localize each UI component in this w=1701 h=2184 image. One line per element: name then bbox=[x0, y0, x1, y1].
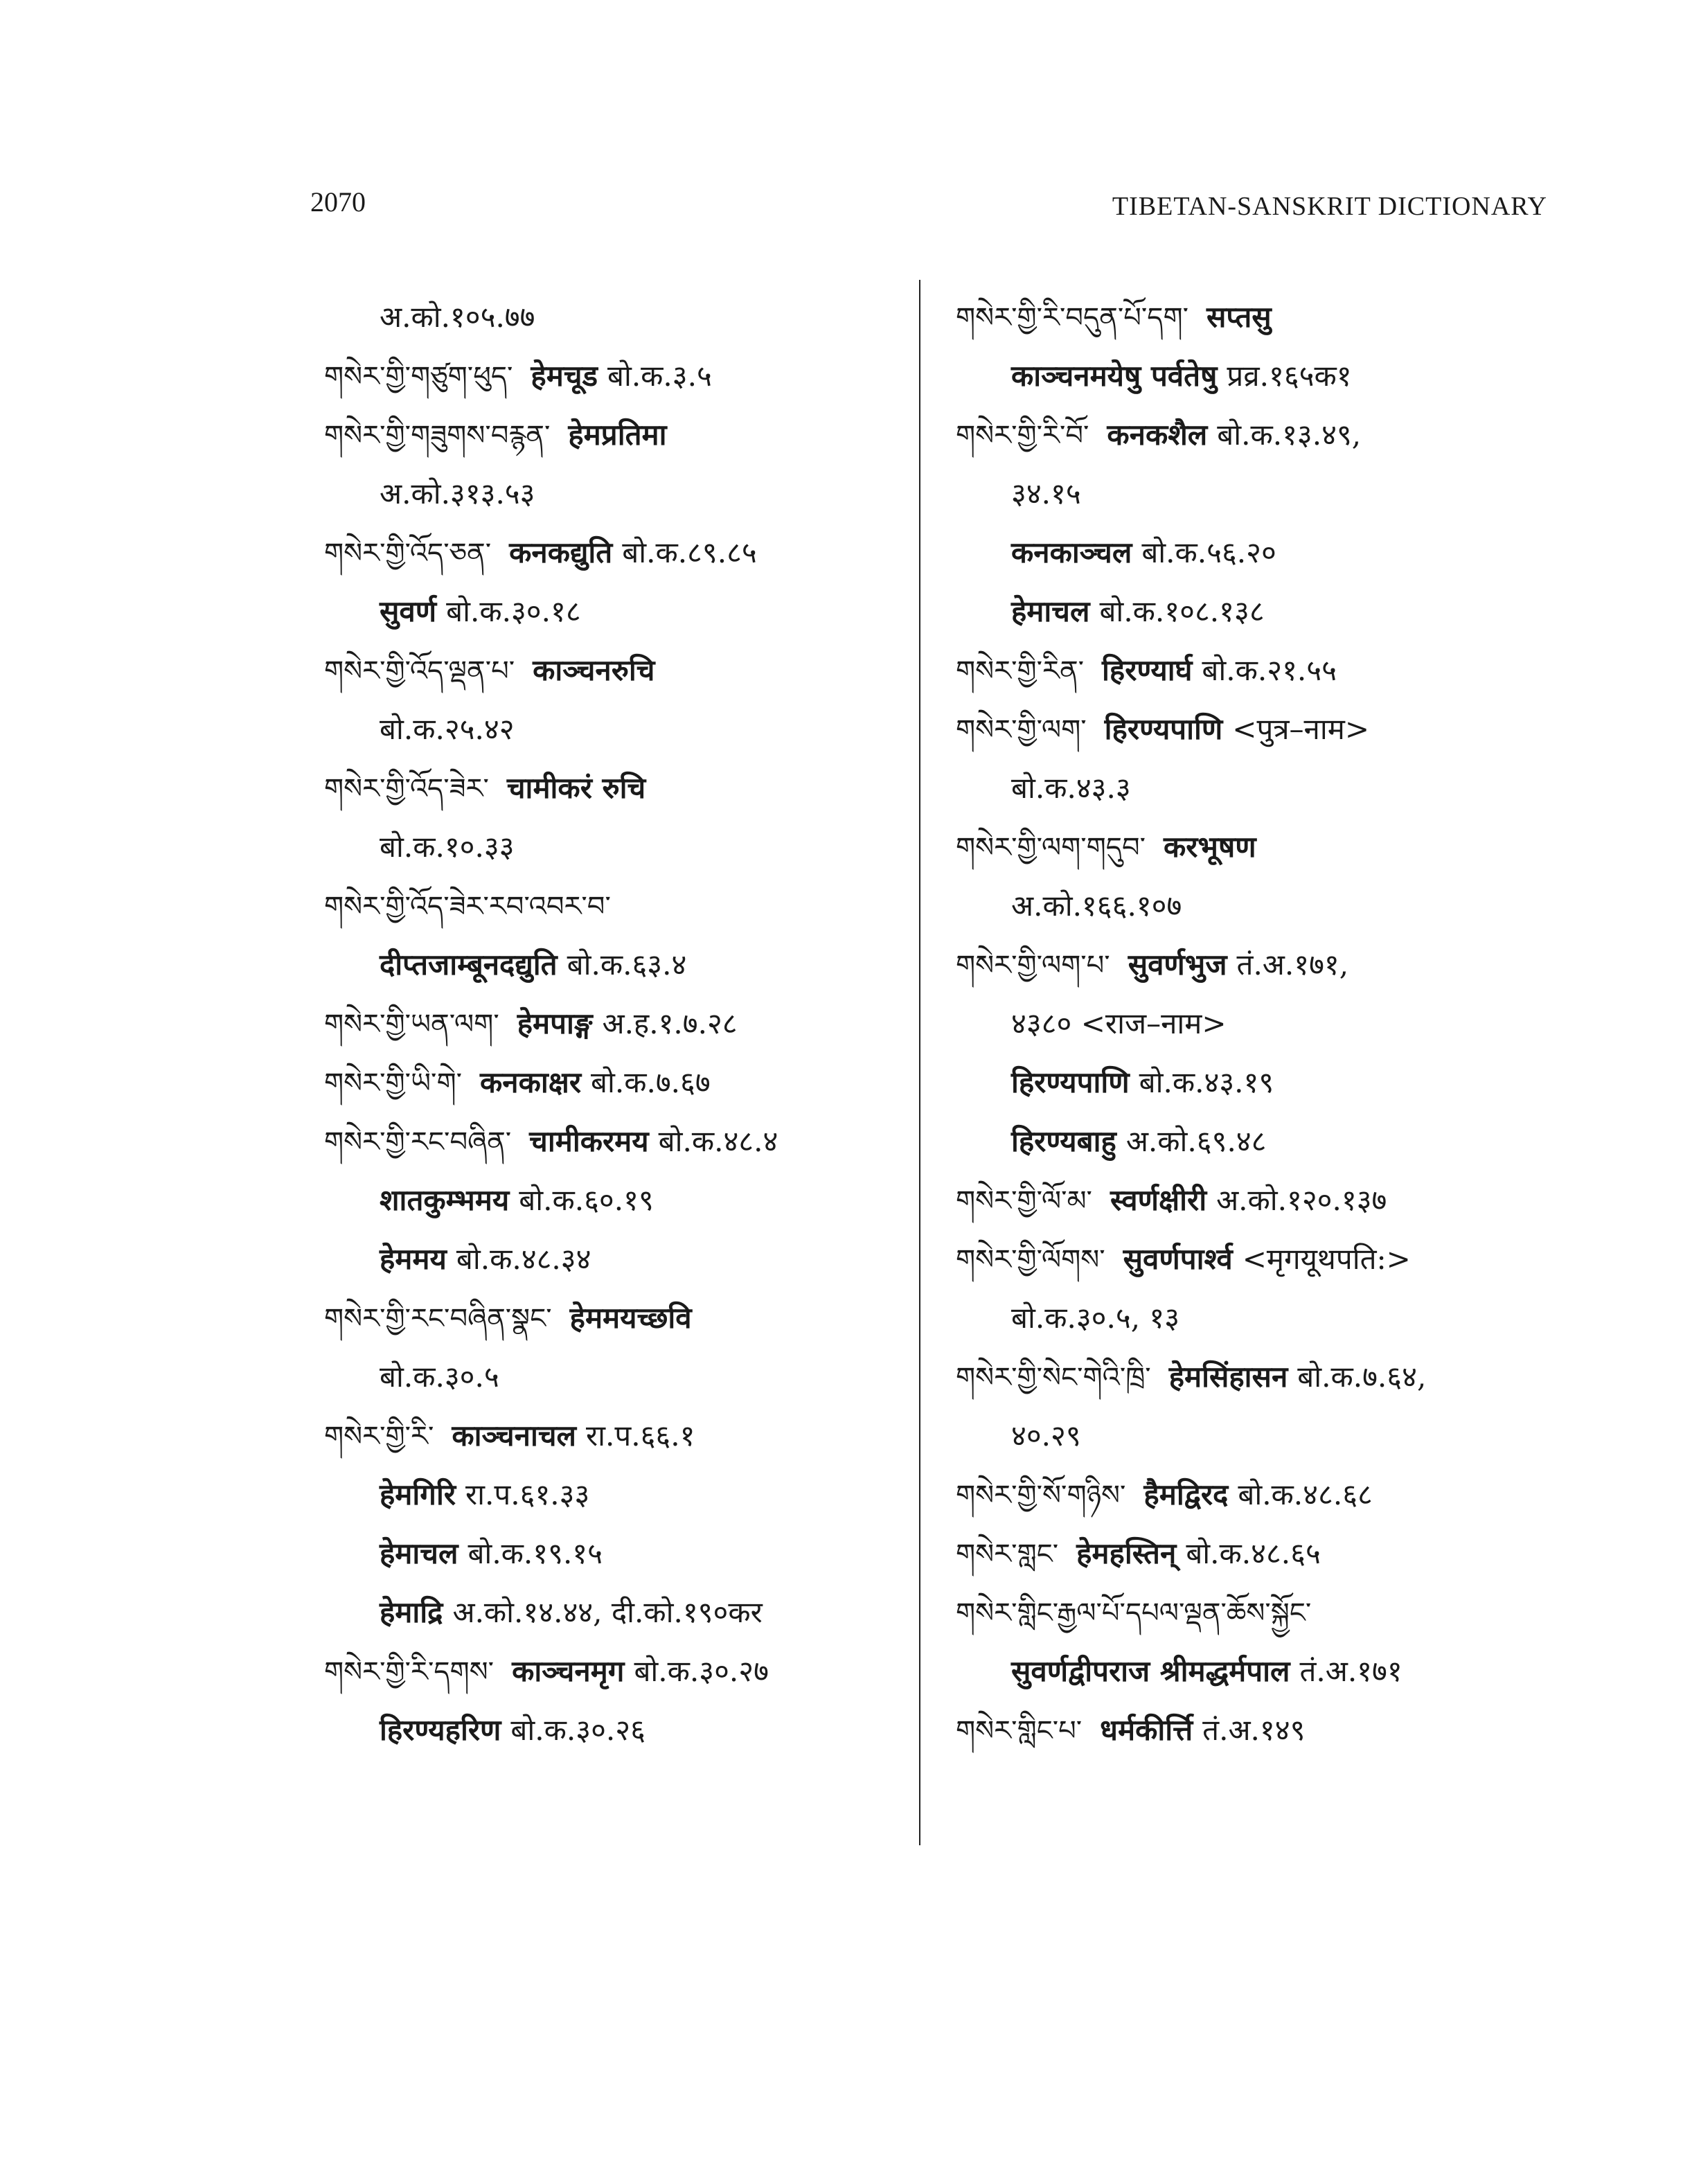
dictionary-line bbox=[324, 876, 920, 935]
source-reference: अ.को.१२०.१३७ bbox=[1216, 1183, 1387, 1217]
dictionary-line bbox=[324, 464, 920, 523]
dictionary-line bbox=[324, 994, 920, 1053]
dictionary-line bbox=[324, 1701, 920, 1759]
source-reference: <मृगयूथपति:> bbox=[1242, 1242, 1411, 1276]
dictionary-line bbox=[956, 700, 1551, 758]
tibetan-headword: གསེར་གྱི་རང་བཞིན་སྣང་ bbox=[324, 1303, 552, 1335]
tibetan-headword: གསེར་གྱི་ལོགས་ bbox=[956, 1244, 1105, 1276]
dictionary-line bbox=[956, 1465, 1551, 1524]
source-reference: <पुत्र–नाम> bbox=[1232, 712, 1370, 746]
dictionary-line bbox=[324, 1642, 920, 1701]
dictionary-line bbox=[956, 464, 1551, 523]
sanskrit-equivalent: कनकद्युति bbox=[509, 535, 613, 569]
dictionary-line bbox=[956, 1053, 1551, 1112]
dictionary-line bbox=[324, 1112, 920, 1171]
tibetan-headword: གསེར་གླང་ bbox=[956, 1538, 1059, 1570]
dictionary-line bbox=[956, 1229, 1551, 1288]
dictionary-line bbox=[324, 1229, 920, 1288]
dictionary-line bbox=[956, 1701, 1551, 1759]
sanskrit-equivalent: हेमपाङ्ग bbox=[517, 1006, 593, 1040]
dictionary-line bbox=[324, 1347, 920, 1406]
source-reference: बो.क.३०.५, १३ bbox=[1011, 1301, 1180, 1335]
dictionary-line bbox=[956, 346, 1551, 405]
dictionary-line bbox=[956, 641, 1551, 700]
sanskrit-equivalent: सुवर्ण bbox=[380, 594, 437, 628]
source-reference: बो.क.१९.१५ bbox=[467, 1536, 603, 1570]
tibetan-headword: གསེར་གྱི་རི་ bbox=[324, 1421, 434, 1453]
source-reference: बो.क.३०.२७ bbox=[634, 1654, 769, 1688]
source-reference: बो.क.३०.२६ bbox=[510, 1713, 645, 1747]
page-number: 2070 bbox=[310, 186, 366, 217]
dictionary-line bbox=[956, 523, 1551, 582]
source-reference: अ.को.१६६.१०७ bbox=[1011, 889, 1182, 923]
sanskrit-equivalent: हेमाद्रि bbox=[380, 1595, 443, 1629]
dictionary-line bbox=[956, 817, 1551, 876]
source-reference: अ.ह.१.७.२८ bbox=[602, 1006, 738, 1040]
tibetan-headword: གསེར་གྱི་འོད་ལྡན་པ་ bbox=[324, 655, 515, 687]
dictionary-line bbox=[324, 1583, 920, 1642]
source-reference: बो.क.८९.८५ bbox=[622, 535, 757, 569]
source-reference: बो.क.४८.६५ bbox=[1186, 1536, 1321, 1570]
tibetan-headword: གསེར་གྱི་རི་བདུན་པོ་དག་ bbox=[956, 302, 1188, 334]
tibetan-headword: གསེར་གྱི་རང་བཞིན་ bbox=[324, 1126, 512, 1158]
source-reference: बो.क.३.५ bbox=[607, 359, 712, 393]
sanskrit-equivalent: कनकाक्षर bbox=[480, 1065, 581, 1099]
sanskrit-equivalent: हेमचूड bbox=[531, 359, 598, 393]
source-reference: बो.क.१०.३३ bbox=[380, 830, 515, 864]
source-reference: बो.क.४३.३ bbox=[1011, 771, 1131, 805]
sanskrit-equivalent: हेममय bbox=[380, 1242, 447, 1276]
sanskrit-equivalent: हेमगिरि bbox=[380, 1477, 456, 1511]
source-reference: बो.क.१३.४९, bbox=[1217, 418, 1362, 452]
dictionary-line bbox=[956, 1642, 1551, 1701]
dictionary-line bbox=[956, 582, 1551, 641]
source-reference: बो.क.४८.३४ bbox=[456, 1242, 591, 1276]
right-column bbox=[956, 287, 1551, 1759]
tibetan-headword: གསེར་གྱི་ཡི་གེ་ bbox=[324, 1067, 462, 1099]
source-reference: बो.क.४३.१९ bbox=[1139, 1065, 1274, 1099]
sanskrit-equivalent: चामीकरं रुचि bbox=[506, 771, 646, 805]
tibetan-headword: གསེར་གྱི་རིན་ bbox=[956, 655, 1085, 687]
dictionary-line bbox=[956, 287, 1551, 346]
dictionary-line bbox=[956, 1583, 1551, 1642]
sanskrit-equivalent: काञ्चनरुचि bbox=[533, 653, 655, 687]
sanskrit-equivalent: सुवर्णभुज bbox=[1128, 948, 1227, 982]
tibetan-headword: གསེར་གྱི་འོད་ཟེར་རབ་འབར་བ་ bbox=[324, 891, 611, 923]
dictionary-line bbox=[324, 935, 920, 994]
dictionary-line bbox=[324, 1053, 920, 1112]
tibetan-headword: གསེར་གྱི་ལག་པ་ bbox=[956, 950, 1110, 982]
source-reference: बो.क.६३.४ bbox=[567, 948, 687, 982]
dictionary-line bbox=[956, 1288, 1551, 1347]
source-reference: प्रव्र.१६५क१ bbox=[1227, 359, 1352, 393]
tibetan-headword: གསེར་གྱི་སེང་གེའི་ཁྲི་ bbox=[956, 1362, 1151, 1394]
source-reference: ४०.२९ bbox=[1011, 1419, 1081, 1453]
sanskrit-equivalent: हैमद्विरद bbox=[1143, 1477, 1229, 1511]
source-reference: अ.को.१०५.७७ bbox=[380, 300, 535, 334]
tibetan-headword: གསེར་གྱི་རི་བོ་ bbox=[956, 420, 1089, 452]
sanskrit-equivalent: शातकुम्भमय bbox=[380, 1183, 510, 1217]
sanskrit-equivalent: दीप्तजाम्बूनदद्युति bbox=[380, 948, 558, 982]
sanskrit-equivalent: सप्तसु bbox=[1206, 300, 1272, 334]
sanskrit-equivalent: काञ्चनाचल bbox=[452, 1419, 576, 1453]
sanskrit-equivalent: चामीकरमय bbox=[529, 1124, 649, 1158]
source-reference: तं.अ.१७१, bbox=[1236, 948, 1349, 982]
source-reference: बो.क.४८.४ bbox=[658, 1124, 778, 1158]
source-reference: अ.को.६९.४८ bbox=[1125, 1124, 1267, 1158]
tibetan-headword: གསེར་གྱི་འོད་ཟེར་ bbox=[324, 773, 489, 805]
dictionary-line bbox=[956, 1171, 1551, 1229]
source-reference: ३४.१५ bbox=[1011, 477, 1081, 511]
sanskrit-equivalent: सुवर्णपार्श्व bbox=[1123, 1242, 1233, 1276]
dictionary-line bbox=[324, 1171, 920, 1229]
dictionary-line bbox=[324, 1524, 920, 1583]
source-reference: अ.को.१४.४४, दी.को.१९०कर bbox=[452, 1595, 763, 1629]
sanskrit-equivalent: हेमाचल bbox=[380, 1536, 458, 1570]
tibetan-headword: གསེར་གྱི་ལག་གདུབ་ bbox=[956, 832, 1146, 864]
source-reference: बो.क.७.६४, bbox=[1297, 1360, 1427, 1394]
source-reference: बो.क.४८.६८ bbox=[1238, 1477, 1373, 1511]
sanskrit-equivalent: हिरण्यहरिण bbox=[380, 1713, 501, 1747]
tibetan-headword: གསེར་གླིང་པ་ bbox=[956, 1715, 1083, 1747]
source-reference: बो.क.२५.४२ bbox=[380, 712, 515, 746]
tibetan-headword: གསེར་གླིང་རྒྱལ་པོ་དཔལ་ལྡན་ཆོས་སྐྱོང་ bbox=[956, 1597, 1312, 1629]
tibetan-headword: གསེར་གྱི་ལག་ bbox=[956, 714, 1087, 746]
sanskrit-equivalent: हेमप्रतिमा bbox=[568, 418, 667, 452]
dictionary-line bbox=[956, 935, 1551, 994]
source-reference: बो.क.७.६७ bbox=[591, 1065, 711, 1099]
source-reference: तं.अ.१७१ bbox=[1299, 1654, 1402, 1688]
sanskrit-equivalent: धर्मकीर्त्ति bbox=[1100, 1713, 1193, 1747]
dictionary-line bbox=[324, 346, 920, 405]
source-reference: बो.क.२१.५५ bbox=[1202, 653, 1337, 687]
sanskrit-equivalent: हिरण्यपाणि bbox=[1011, 1065, 1130, 1099]
dictionary-line bbox=[956, 1524, 1551, 1583]
sanskrit-equivalent: स्वर्णक्षीरी bbox=[1110, 1183, 1207, 1217]
dictionary-line bbox=[324, 641, 920, 700]
source-reference: अ.को.३१३.५३ bbox=[380, 477, 535, 511]
dictionary-line bbox=[324, 405, 920, 464]
source-reference: बो.क.६०.१९ bbox=[519, 1183, 654, 1217]
tibetan-headword: གསེར་གྱི་འོད་ཅན་ bbox=[324, 538, 492, 569]
dictionary-line bbox=[324, 1406, 920, 1465]
dictionary-line bbox=[956, 1406, 1551, 1465]
sanskrit-equivalent: करभूषण bbox=[1164, 830, 1256, 864]
source-reference: रा.प.६१.३३ bbox=[465, 1477, 590, 1511]
source-reference: ४३८० <राज–नाम> bbox=[1011, 1006, 1227, 1040]
dictionary-line bbox=[324, 817, 920, 876]
left-column bbox=[324, 287, 920, 1759]
tibetan-headword: གསེར་གྱི་ལོ་མ་ bbox=[956, 1185, 1092, 1217]
source-reference: बो.क.३०.१८ bbox=[446, 594, 581, 628]
tibetan-headword: གསེར་གྱི་སོ་གཉིས་ bbox=[956, 1480, 1126, 1511]
sanskrit-equivalent: काञ्चनमयेषु पर्वतेषु bbox=[1011, 359, 1218, 393]
sanskrit-equivalent: सुवर्णद्वीपराज श्रीमद्धर्मपाल bbox=[1011, 1654, 1290, 1688]
dictionary-line bbox=[324, 758, 920, 817]
source-reference: बो.क.१०८.१३८ bbox=[1099, 594, 1265, 628]
dictionary-line bbox=[956, 1347, 1551, 1406]
dictionary-line bbox=[324, 1288, 920, 1347]
sanskrit-equivalent: काञ्चनमृग bbox=[512, 1654, 625, 1688]
dictionary-line bbox=[324, 523, 920, 582]
dictionary-line bbox=[324, 700, 920, 758]
sanskrit-equivalent: हेममयच्छवि bbox=[569, 1301, 692, 1335]
dictionary-line bbox=[956, 405, 1551, 464]
dictionary-line bbox=[956, 876, 1551, 935]
tibetan-headword: གསེར་གྱི་རི་དགས་ bbox=[324, 1656, 495, 1688]
sanskrit-equivalent: हिरण्यपाणि bbox=[1104, 712, 1223, 746]
sanskrit-equivalent: कनकशैल bbox=[1107, 418, 1208, 452]
tibetan-headword: གསེར་གྱི་གཟུགས་བརྙན་ bbox=[324, 420, 551, 452]
running-title: TIBETAN-SANSKRIT DICTIONARY bbox=[1112, 192, 1547, 221]
source-reference: बो.क.३०.५ bbox=[380, 1360, 499, 1394]
dictionary-line bbox=[324, 582, 920, 641]
dictionary-line bbox=[324, 287, 920, 346]
source-reference: तं.अ.१४९ bbox=[1202, 1713, 1306, 1747]
source-reference: रा.प.६६.१ bbox=[585, 1419, 695, 1453]
sanskrit-equivalent: हेमसिंहासन bbox=[1168, 1360, 1288, 1394]
sanskrit-equivalent: हेमहस्तिन् bbox=[1076, 1536, 1177, 1570]
dictionary-line bbox=[324, 1465, 920, 1524]
dictionary-line bbox=[956, 758, 1551, 817]
source-reference: बो.क.५६.२० bbox=[1141, 535, 1276, 569]
dictionary-line bbox=[956, 994, 1551, 1053]
tibetan-headword: གསེར་གྱི་གཙུག་ཕུད་ bbox=[324, 361, 513, 393]
dictionary-line bbox=[956, 1112, 1551, 1171]
sanskrit-equivalent: हिरण्यार्घ bbox=[1102, 653, 1193, 687]
sanskrit-equivalent: हेमाचल bbox=[1011, 594, 1090, 628]
column-divider bbox=[919, 280, 920, 1845]
tibetan-headword: གསེར་གྱི་ཡན་ལག་ bbox=[324, 1009, 499, 1040]
sanskrit-equivalent: कनकाञ्चल bbox=[1011, 535, 1132, 569]
sanskrit-equivalent: हिरण्यबाहु bbox=[1011, 1124, 1116, 1158]
